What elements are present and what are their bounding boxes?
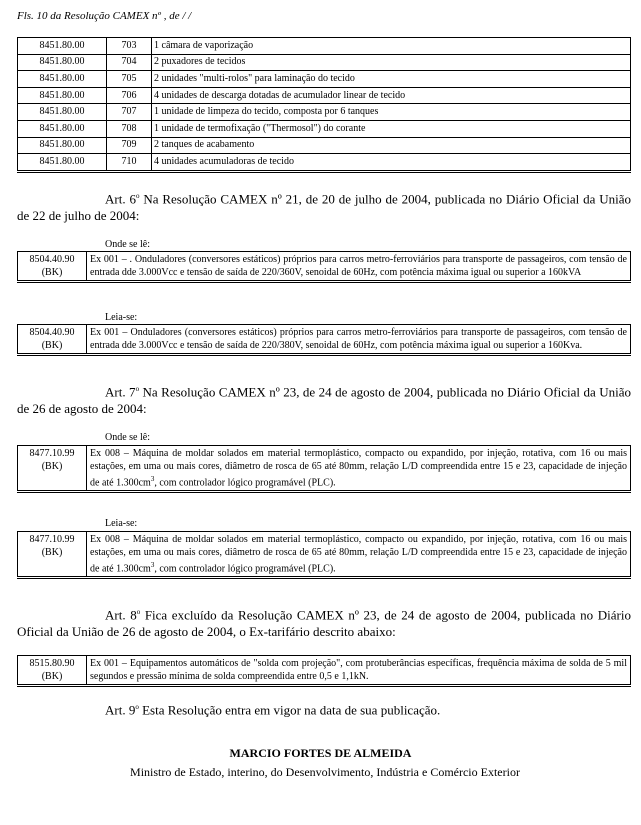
description-cell: 2 tanques de acabamento	[152, 137, 631, 154]
article-6-text: Na Resolução CAMEX nº 21, de 20 de julho de 2004, publicada no Diário Oficial da União de 22 de julho de 2004:	[17, 191, 631, 224]
table-row	[18, 104, 631, 121]
article-6-prefix: Art. 6	[105, 191, 136, 207]
ncm-code-cell: 8451.80.00	[18, 120, 107, 137]
onde-se-le-label: Onde se lê:	[105, 239, 150, 250]
art7-leia-box	[17, 531, 631, 579]
ncm-code-cell: 8451.80.00	[18, 87, 107, 104]
description-cell: 4 unidades de descarga dotadas de acumulador linear de tecido	[152, 87, 631, 104]
ncm-code-cell: 8477.10.99 (BK)	[18, 532, 87, 578]
ex-description: Ex 001 – Onduladores (conversores estáticos) próprios para carros metro-ferroviários para transporte de passageiros, com tensão de entrada dde 3.000Vcc e tensão de saída de 220/380V, senoidal de 60Hz, com potência máxima igual ou superior a 160Kva.	[90, 327, 627, 351]
ex-tarifario-table	[17, 37, 631, 173]
signatory-name: MARCIO FORTES DE ALMEIDA	[229, 746, 412, 760]
article-9: Art. 9$^o$ Esta Resolução entra em vigor na data de sua publicação.	[105, 702, 441, 718]
article-7: Art. 7$^o$ Na Resolução CAMEX nº 23, de 24 de agosto de 2004, publicada no Diário Oficial da União de 26 de agosto de 2004:	[17, 384, 631, 417]
ncm-code-cell: 8515.80.90 (BK)	[18, 656, 87, 686]
table-row	[18, 120, 631, 137]
ncm-code-cell: 8451.80.00	[18, 71, 107, 88]
article-8: Art. 8$^o$ Fica excluído da Resolução CAMEX nº 23, de 24 de agosto de 2004, publicada no Diário Oficial da União de 26 de agosto de 2004, o Ex-tarifário descrito abaixo:	[17, 607, 631, 640]
ncm-code-cell: 8504.40.90 (BK)	[18, 325, 87, 355]
ncm-code-cell: 8504.40.90 (BK)	[18, 252, 87, 282]
description-cell: 2 unidades "multi-rolos" para laminação do tecido	[152, 71, 631, 88]
page-header: Fls. 10 da Resolução CAMEX nº , de / /	[17, 10, 192, 22]
art8-excluded-box	[17, 655, 631, 687]
ex-number-cell: 705	[107, 71, 152, 88]
description-cell: 1 unidade de limpeza do tecido, composta por 6 tanques	[152, 104, 631, 121]
table-row	[18, 38, 631, 55]
ex-number-cell: 708	[107, 120, 152, 137]
table-row	[18, 137, 631, 154]
table-row	[18, 54, 631, 71]
ncm-code-cell: 8451.80.00	[18, 137, 107, 154]
ncm-code-cell: 8477.10.99 (BK)	[18, 446, 87, 492]
ncm-code-cell: 8451.80.00	[18, 54, 107, 71]
ex-number-cell: 704	[107, 54, 152, 71]
description-cell: 1 unidade de termofixação ("Thermosol") do corante	[152, 120, 631, 137]
leia-se-label: Leia-se:	[105, 312, 138, 323]
table-row	[18, 154, 631, 172]
table-row	[18, 71, 631, 88]
ex-number-cell: 707	[107, 104, 152, 121]
ex-description: Ex 008 – Máquina de moldar solados em material termoplástico, compacto ou expandido, por injeção, rotativa, com 16 ou mais estações, em uma ou mais cores, diâmetro de rosca de 65 até 80mm, relação L/D compreendida entre 15 e 23, capacidade de injeção de até $1.300cm^3$, com controlador lógico programável (PLC).	[90, 448, 627, 489]
art6-leia-box	[17, 324, 631, 356]
ex-description: Ex 001 – Equipamentos automáticos de "solda com projeção", com protuberâncias específicas, frequência máxima de solda de 5 mil segundos e pressão mínima de solda compreendida entre 0,5 e 1,1kN.	[90, 658, 627, 682]
ncm-code-cell: 8451.80.00	[18, 154, 107, 172]
article-6: Art. 6$^o$ Na Resolução CAMEX nº 21, de 20 de julho de 2004, publicada no Diário Oficial da União de 22 de julho de 2004:	[17, 191, 631, 224]
art7-onde-box	[17, 445, 631, 493]
signatory-title: Ministro de Estado, interino, do Desenvolvimento, Indústria e Comércio Exterior	[130, 765, 520, 779]
leia-se-label: Leia-se:	[105, 518, 138, 529]
description-cell: 2 puxadores de tecidos	[152, 54, 631, 71]
ncm-code-cell: 8451.80.00	[18, 38, 107, 55]
ex-number-cell: 706	[107, 87, 152, 104]
ex-number-cell: 703	[107, 38, 152, 55]
ncm-code-cell: 8451.80.00	[18, 104, 107, 121]
description-cell: 4 unidades acumuladoras de tecido	[152, 154, 631, 172]
ex-number-cell: 709	[107, 137, 152, 154]
ex-description: Ex 001 – . Onduladores (conversores estáticos) próprios para carros metro-ferroviários para transporte de passageiros, com tensão de entrada dde 3.000Vcc e tensão de saída de 220/360V, senoidal de 60Hz, com potência máxima igual ou superior a 160kVA	[90, 254, 627, 278]
ex-number-cell: 710	[107, 154, 152, 172]
table-row	[18, 87, 631, 104]
art6-onde-box	[17, 251, 631, 283]
ex-description: Ex 008 – Máquina de moldar solados em material termoplástico, compacto ou expandido, por injeção, rotativa, com 16 ou mais estações, em uma ou mais cores, diâmetro de rosca de 65 até 80mm, relação L/D compreendida entre 15 e 23, capacidade de injeção de até $1.300cm^3$, com controlador lógico programável (PLC).	[90, 534, 627, 575]
description-cell: 1 câmara de vaporização	[152, 38, 631, 55]
onde-se-le-label: Onde se lê:	[105, 432, 150, 443]
